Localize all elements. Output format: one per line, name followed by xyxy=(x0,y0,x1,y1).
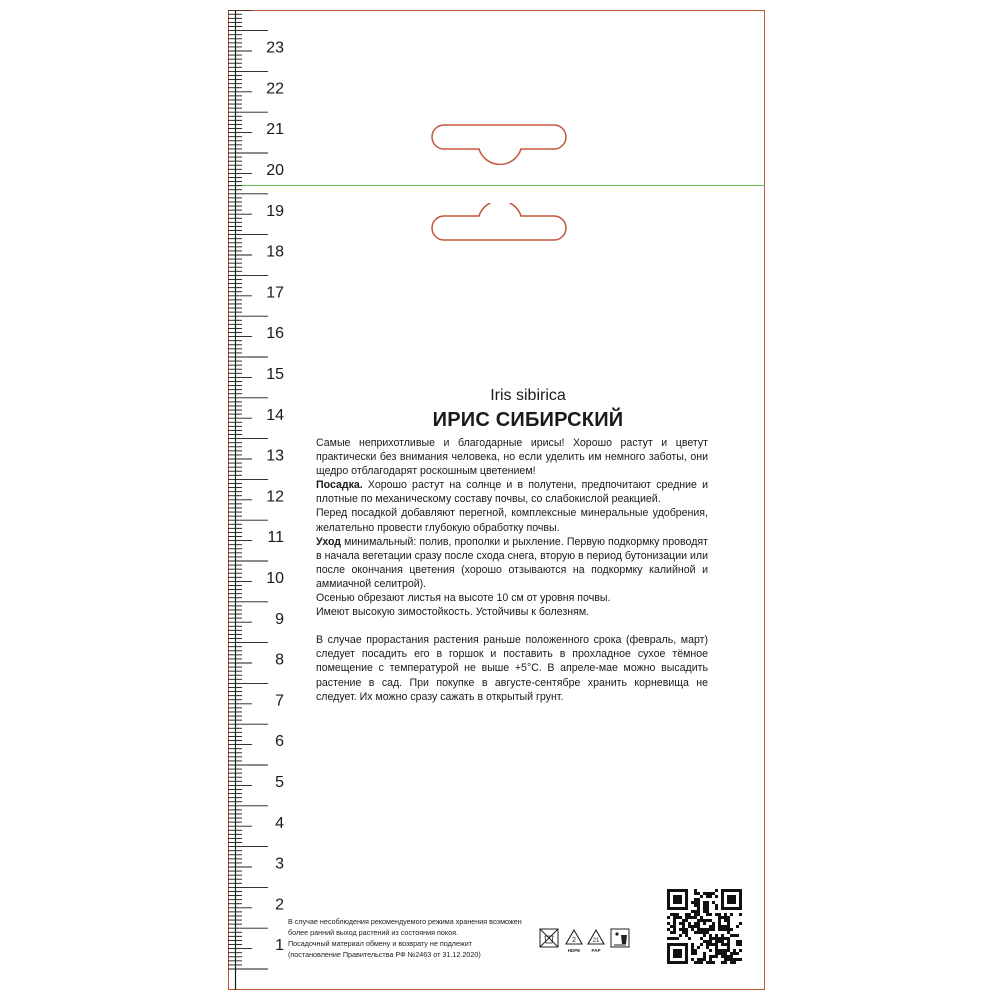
hardiness-text: Имеют высокую зимостойкость. Устойчивы к болезням. xyxy=(316,606,590,619)
ruler-label: 8 xyxy=(275,651,284,669)
planting-label: Посадка. xyxy=(316,479,363,492)
ruler-label: 18 xyxy=(266,243,284,261)
early-sprouting-text: В случае прорастания растения раньше положенного срока (февраль, март) следует посадить его в горшок и поставить в прохладное сухое тёмное помещение с температурой не выше +5°С. В апреле-мае можно высадить растение в сад. При покупке в августе-сентябре хранить корневища не следует. Их можно сразу сажать в открытый грунт. xyxy=(316,634,708,703)
before-planting-text: Перед посадкой добавляют перегной, комплексные минеральные удобрения, желательно провести глубокую обработку почвы. xyxy=(316,507,708,534)
storage-line: более ранний выход растений из состояния покоя. xyxy=(288,928,458,937)
pap-number: 21 xyxy=(592,938,600,944)
ruler-label: 22 xyxy=(266,80,284,98)
ruler-label: 2 xyxy=(275,896,284,914)
ruler-label: 21 xyxy=(266,121,284,139)
hdpe-label: HDPE xyxy=(567,948,581,953)
storage-line: Посадочный материал обмену и возврату не подлежит xyxy=(288,939,473,948)
ruler-label: 11 xyxy=(267,529,284,547)
not-food-icon xyxy=(540,929,558,947)
hdpe-number: 2 xyxy=(572,937,576,944)
recycling-icons xyxy=(538,927,631,955)
qr-code xyxy=(667,889,742,964)
care-label: Уход xyxy=(316,535,342,548)
ruler-label: 10 xyxy=(266,570,284,587)
intro-text: Самые неприхотливые и благодарные ирисы! Хорошо растут и цветут практически без внимания человека, но если уделить им немного заботы, они щедро отблагодарят роскошным цветением! xyxy=(316,437,708,478)
fold-line xyxy=(236,185,765,186)
pap-recycle-icon xyxy=(588,930,604,953)
ruler-label: 1 xyxy=(275,937,284,955)
ruler-label: 7 xyxy=(275,692,284,710)
care-paragraph xyxy=(316,535,708,591)
product-title: ИРИС СИБИРСКИЙ xyxy=(432,409,624,431)
planting-text: Хорошо растут на солнце и в полутени, предпочитают средние и плотные по механическому составу почвы, со слабокислой реакцией. xyxy=(316,479,708,506)
description xyxy=(316,436,708,704)
storage-note xyxy=(288,916,538,960)
ruler xyxy=(228,10,288,990)
latin-name: Iris sibirica xyxy=(490,387,566,404)
ruler-label: 17 xyxy=(266,284,284,302)
ruler-label: 16 xyxy=(266,325,284,343)
ruler-label: 23 xyxy=(266,39,284,57)
planting-paragraph xyxy=(316,478,708,506)
storage-line: (постановление Правительства РФ №2463 от 31.12.2020) xyxy=(288,950,481,959)
ruler-label: 9 xyxy=(275,610,284,628)
hang-slot-top xyxy=(430,120,570,165)
ruler-label: 4 xyxy=(275,814,284,832)
pap-label: PAP xyxy=(591,948,601,953)
care-text: минимальный: полив, прополки и рыхление. Первую подкормку проводят в начала вегетации сразу после схода снега, вторую в период бутонизации или после окончания цветения (хорошо отзываются на подкормку калийной и аммиачной селитрой). xyxy=(316,535,708,590)
ruler-label: 14 xyxy=(266,406,284,424)
hdpe-recycle-icon xyxy=(566,930,582,953)
ruler-label: 6 xyxy=(275,733,284,751)
ruler-label: 5 xyxy=(275,774,284,791)
ruler-label: 3 xyxy=(275,855,284,873)
ruler-label: 13 xyxy=(266,447,284,465)
hang-slot-bottom xyxy=(430,203,570,248)
ruler-label: 15 xyxy=(266,366,284,383)
ruler-label: 20 xyxy=(266,162,284,179)
ruler-label: 19 xyxy=(266,202,284,220)
ruler-label: 12 xyxy=(266,488,284,506)
storage-line: В случае несоблюдения рекомендуемого режима хранения возможен xyxy=(288,917,522,926)
autumn-text: Осенью обрезают листья на высоте 10 см от уровня почвы. xyxy=(316,592,611,605)
trash-bin-icon xyxy=(611,929,629,947)
